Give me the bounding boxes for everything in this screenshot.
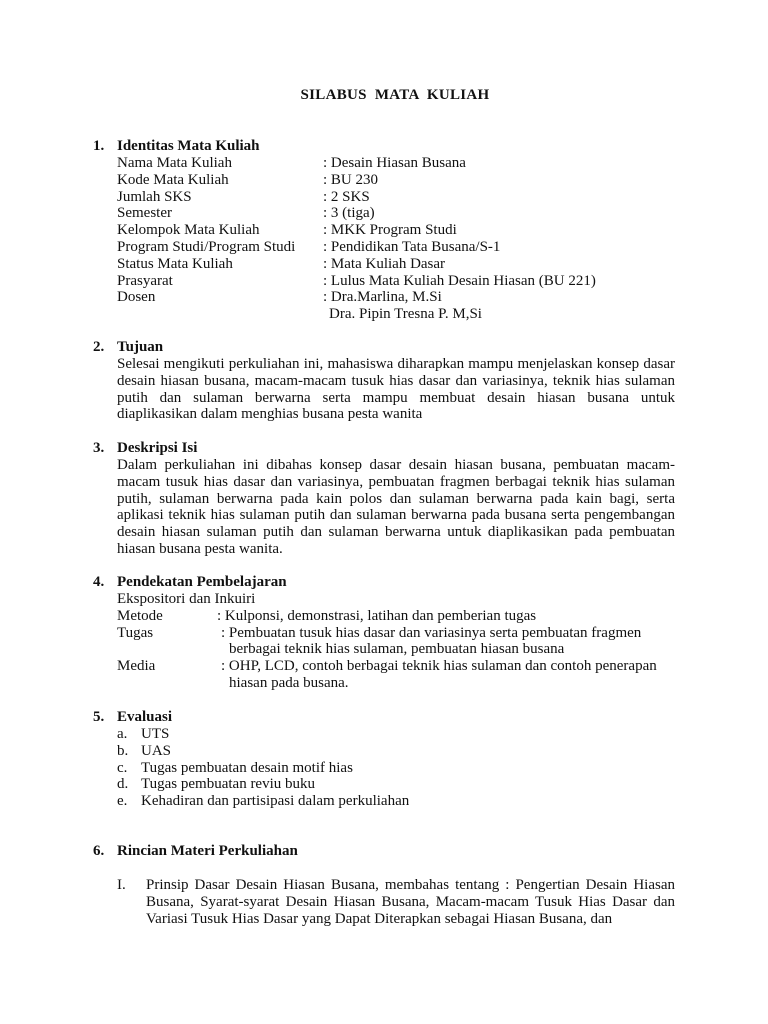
list-marker: e. [117, 793, 128, 810]
row-value: : Desain Hiasan Busana [323, 155, 466, 171]
section-heading [93, 440, 675, 457]
section-heading [93, 709, 675, 726]
row-label: Kelompok Mata Kuliah [117, 222, 260, 239]
dosen-extra: Dra. Pipin Tresna P. M,Si [329, 306, 482, 323]
section-deskripsi [93, 440, 675, 558]
identitas-row [117, 222, 675, 239]
row-label: Program Studi/Program Studi [117, 238, 296, 255]
list-item [117, 776, 675, 793]
roman-marker: I. [117, 877, 126, 893]
media-label: Media [117, 658, 156, 675]
media-line-2: hiasan pada busana. [229, 674, 349, 691]
rincian-item-text: Prinsip Dasar Desain Hiasan Busana, membahas tentang : Pengertian Desain Hiasan Busana, Syarat-syarat Desain Hiasan Busana, Macam-macam Tusuk Hias Dasar dan Variasi Tusuk Hias Dasar yang Dapat Diterapkan sebagai Hiasan Busana, dan [146, 877, 675, 927]
row-value: : BU 230 [323, 171, 379, 188]
row-value: : MKK Program Studi [323, 222, 457, 239]
roman-list-item [117, 877, 675, 927]
rincian-item [93, 877, 675, 927]
list-item [117, 726, 675, 743]
section-tujuan [93, 339, 675, 423]
section-title: Identitas Mata Kuliah [117, 138, 260, 154]
identitas-row [117, 155, 675, 172]
metode-label: Metode [117, 607, 163, 624]
section-number: 5. [93, 709, 105, 725]
media-row [117, 658, 675, 692]
list-marker: a. [117, 726, 128, 742]
tugas-label: Tugas [117, 624, 154, 641]
section-title: Tujuan [117, 339, 164, 355]
section-heading [93, 138, 675, 155]
list-text: Tugas pembuatan reviu buku [141, 776, 316, 793]
identitas-row [117, 306, 675, 323]
section-heading [93, 843, 675, 860]
row-value: : Lulus Mata Kuliah Desain Hiasan (BU 221) [323, 272, 596, 289]
list-text: Tugas pembuatan desain motif hias [141, 759, 353, 776]
section-evaluasi [93, 709, 675, 810]
media-value [221, 658, 675, 692]
row-value: : Mata Kuliah Dasar [323, 255, 446, 272]
list-item [117, 743, 675, 760]
section-number: 4. [93, 574, 105, 590]
section-number: 3. [93, 440, 105, 456]
list-marker: d. [117, 776, 129, 793]
tugas-line-2: berbagai teknik hias sulaman, pembuatan hiasan busana [229, 641, 565, 658]
section-title: Rincian Materi Perkuliahan [117, 843, 298, 859]
tugas-row [117, 625, 675, 659]
list-marker: c. [117, 759, 128, 776]
section-heading [93, 339, 675, 356]
section-title: Deskripsi Isi [117, 440, 198, 456]
list-text: UAS [141, 742, 172, 759]
row-value: : 2 SKS [323, 188, 370, 205]
row-label: Dosen [117, 289, 156, 306]
row-label: Nama Mata Kuliah [117, 155, 232, 171]
section-title: Evaluasi [117, 709, 173, 725]
tugas-line-1: : Pembuatan tusuk hias dasar dan variasinya serta pembuatan fragmen [221, 624, 642, 641]
identitas-table [117, 155, 675, 323]
identitas-row [117, 273, 675, 290]
row-value: : Pendidikan Tata Busana/S-1 [323, 238, 501, 255]
section-pendekatan [93, 574, 675, 692]
section-identitas [93, 138, 675, 323]
row-label: Semester [117, 205, 172, 222]
identitas-row [117, 289, 675, 306]
section-heading [93, 574, 675, 591]
list-item [117, 760, 675, 777]
document-title: SILABUS MATA KULIAH [300, 87, 490, 103]
metode-value: : Kulponsi, demonstrasi, latihan dan pemberian tugas [217, 607, 537, 624]
list-marker: b. [117, 742, 129, 759]
pendekatan-body [117, 591, 675, 692]
deskripsi-paragraph: Dalam perkuliahan ini dibahas konsep dasar desain hiasan busana, pembuatan macam-macam tusuk hias dasar dan variasinya, pembuatan fragmen berbagai teknik hias sulaman putih, sulaman berwarna pada kain polos dan sulaman berwarna pada kain bagi, serta aplikasi teknik hias sulaman putih dan sulaman berwarna pada busana serta pengembangan desain hiasan sulaman putih dan sulaman berwarna untuk diaplikasikan pada pembuatan hiasan busana pesta wanita. [117, 457, 675, 557]
pendekatan-intro: Ekspositori dan Inkuiri [117, 591, 256, 607]
row-label: Status Mata Kuliah [117, 255, 233, 272]
list-text: UTS [141, 726, 170, 742]
evaluasi-list [117, 726, 675, 810]
list-item [117, 793, 675, 810]
row-label: Prasyarat [117, 272, 173, 289]
identitas-row [117, 172, 675, 189]
media-line-1: : OHP, LCD, contoh berbagai teknik hias sulaman dan contoh penerapan [221, 658, 657, 675]
tugas-value [221, 625, 675, 659]
metode-row [117, 608, 675, 625]
section-rincian [93, 843, 675, 860]
identitas-row [117, 205, 675, 222]
row-label: Jumlah SKS [117, 188, 192, 205]
identitas-row [117, 189, 675, 206]
section-number: 1. [93, 138, 105, 154]
row-value: : 3 (tiga) [323, 205, 375, 222]
section-number: 2. [93, 339, 105, 355]
identitas-row [117, 256, 675, 273]
row-value: : Dra.Marlina, M.Si [323, 289, 442, 306]
list-text: Kehadiran dan partisipasi dalam perkuliahan [141, 793, 410, 810]
tujuan-paragraph: Selesai mengikuti perkuliahan ini, mahasiswa diharapkan mampu menjelaskan konsep dasar desain hiasan busana, macam-macam tusuk hias dasar dan variasinya, teknik hias sulaman putih dan sulaman berwarna serta mampu membuat desain hiasan busana untuk diaplikasikan dalam menghias busana pesta wanita [117, 356, 675, 423]
section-title: Pendekatan Pembelajaran [117, 574, 287, 590]
section-number: 6. [93, 843, 105, 859]
identitas-row [117, 239, 675, 256]
row-label: Kode Mata Kuliah [117, 171, 229, 188]
